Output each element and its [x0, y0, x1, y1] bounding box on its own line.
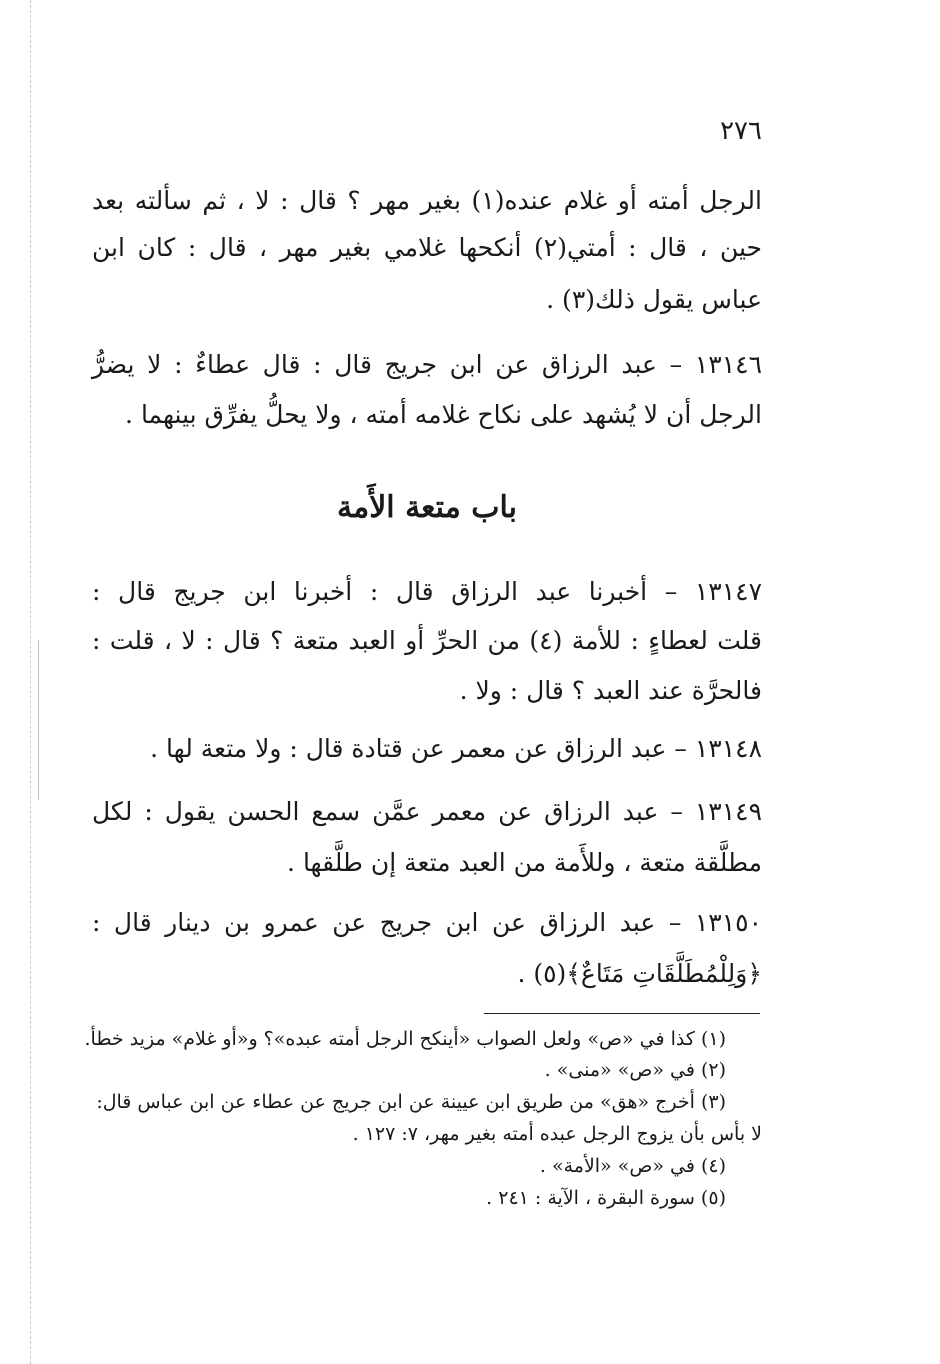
scan-edge-line: [30, 0, 31, 1364]
paragraph: [92, 786, 762, 888]
paragraph: [92, 898, 762, 1000]
footnotes: [82, 1024, 762, 1214]
footnote-line: (٢) في «ص» «منى» .: [544, 1059, 726, 1081]
text-line: عباس يقول ذلك(٣) .: [546, 285, 762, 314]
footnote-line: (٣) أخرج «هق» من طريق ابن عيينة عن ابن جريج عن عطاء عن ابن عباس قال:: [96, 1091, 726, 1113]
footnote-separator: [484, 1013, 760, 1014]
text-line: ١٣١٤٦ – عبد الرزاق عن ابن جريج قال : قال عطاءٌ : لا يضرُّ: [92, 350, 762, 379]
text-line: الرجل أن لا يُشهد على نكاح غلامه أمته ، ولا يحلُّ يفرِّق بينهما .: [125, 400, 762, 429]
scan-edge-line: [38, 640, 39, 800]
text-line: مطلَّقة متعة ، وللأَمة من العبد متعة إن طلَّقها .: [287, 848, 762, 877]
paragraph: [92, 340, 762, 440]
paragraph: [92, 568, 762, 716]
footnote-line: لا بأس بأن يزوج الرجل عبده أمته بغير مهر، ٧: ١٢٧ .: [352, 1123, 762, 1145]
text-line: فالحرَّة عند العبد ؟ قال : ولا .: [459, 676, 762, 705]
footnote-line: (٥) سورة البقرة ، الآية : ٢٤١ .: [486, 1187, 726, 1209]
text-line: ١٣١٤٨ – عبد الرزاق عن معمر عن قتادة قال : ولا متعة لها .: [150, 734, 762, 763]
paragraph: [92, 724, 762, 774]
text-line: حين ، قال : أمتي(٢) أنكحها غلامي بغير مهر ، قال : كان ابن: [92, 233, 762, 262]
text-line: ١٣١٥٠ – عبد الرزاق عن ابن جريج عن عمرو بن دينار قال :: [92, 908, 762, 937]
text-line: ١٣١٤٩ – عبد الرزاق عن معمر عمَّن سمع الحسن يقول : لكل: [92, 797, 762, 826]
paragraph: [92, 180, 762, 326]
quran-verse-line: ﴿وَلِلْمُطَلَّقَاتِ مَتَاعٌ﴾(٥) .: [517, 959, 762, 988]
footnote-line: (٤) في «ص» «الأمة» .: [539, 1155, 726, 1177]
text-line: ١٣١٤٧ – أخبرنا عبد الرزاق قال : أخبرنا ابن جريج قال :: [92, 577, 762, 606]
footnote-line: (١) كذا في «ص» ولعل الصواب «أينكح الرجل أمته عبده»؟ و«أو غلام» مزيد خطأ.: [84, 1028, 726, 1050]
section-title: باب متعة الأَمة: [337, 490, 517, 525]
page-number: ٢٧٦: [720, 116, 762, 146]
text-line: الرجل أمته أو غلام عنده(١) بغير مهر ؟ قال : لا ، ثم سألته بعد: [92, 186, 762, 215]
text-line: قلت لعطاءٍ : للأمة (٤) من الحرِّ أو العبد متعة ؟ قال : لا ، قلت :: [92, 626, 762, 655]
